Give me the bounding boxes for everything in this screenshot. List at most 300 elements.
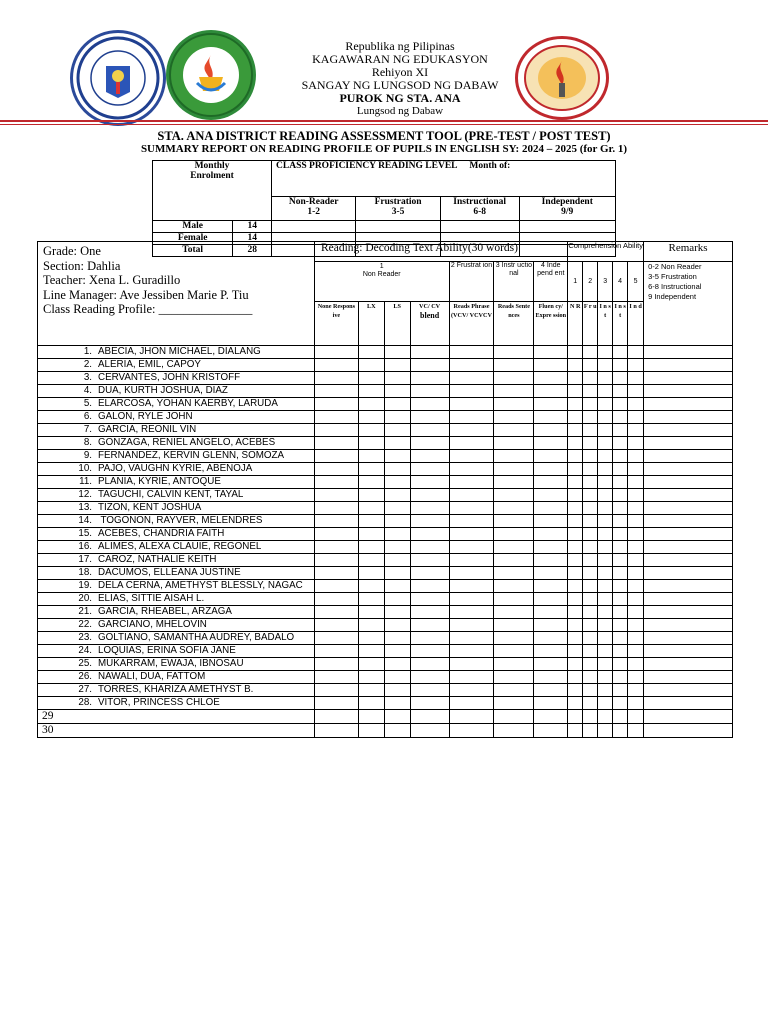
- score-cell[interactable]: [644, 724, 733, 738]
- score-cell[interactable]: [494, 398, 534, 411]
- score-cell[interactable]: [613, 502, 628, 515]
- score-cell[interactable]: [568, 724, 583, 738]
- score-cell[interactable]: [583, 398, 598, 411]
- score-cell[interactable]: [583, 359, 598, 372]
- score-cell[interactable]: [314, 424, 358, 437]
- score-cell[interactable]: [494, 724, 534, 738]
- score-cell[interactable]: [568, 346, 583, 359]
- score-cell[interactable]: [613, 528, 628, 541]
- score-cell[interactable]: [598, 645, 613, 658]
- score-cell[interactable]: [410, 567, 449, 580]
- score-cell[interactable]: [568, 528, 583, 541]
- score-cell[interactable]: [534, 580, 568, 593]
- score-cell[interactable]: [314, 463, 358, 476]
- score-cell[interactable]: [449, 567, 494, 580]
- score-cell[interactable]: [598, 502, 613, 515]
- score-cell[interactable]: [598, 658, 613, 671]
- score-cell[interactable]: [314, 671, 358, 684]
- score-cell[interactable]: [568, 385, 583, 398]
- score-cell[interactable]: [568, 372, 583, 385]
- score-cell[interactable]: [598, 463, 613, 476]
- score-cell[interactable]: [628, 645, 644, 658]
- score-cell[interactable]: [384, 697, 410, 710]
- score-cell[interactable]: [644, 619, 733, 632]
- score-cell[interactable]: [534, 346, 568, 359]
- score-cell[interactable]: [598, 385, 613, 398]
- score-cell[interactable]: [410, 724, 449, 738]
- score-cell[interactable]: [384, 593, 410, 606]
- score-cell[interactable]: [534, 528, 568, 541]
- score-cell[interactable]: [583, 489, 598, 502]
- score-cell[interactable]: [613, 346, 628, 359]
- score-cell[interactable]: [534, 632, 568, 645]
- score-cell[interactable]: [314, 437, 358, 450]
- score-cell[interactable]: [534, 411, 568, 424]
- score-cell[interactable]: [494, 346, 534, 359]
- score-cell[interactable]: [494, 710, 534, 724]
- score-cell[interactable]: [358, 671, 384, 684]
- score-cell[interactable]: [628, 671, 644, 684]
- score-cell[interactable]: [494, 619, 534, 632]
- score-cell[interactable]: [598, 346, 613, 359]
- score-cell[interactable]: [628, 684, 644, 697]
- score-cell[interactable]: [644, 658, 733, 671]
- score-cell[interactable]: [583, 619, 598, 632]
- score-cell[interactable]: [384, 437, 410, 450]
- score-cell[interactable]: [628, 580, 644, 593]
- score-cell[interactable]: [644, 450, 733, 463]
- score-cell[interactable]: [449, 489, 494, 502]
- score-cell[interactable]: [314, 724, 358, 738]
- score-cell[interactable]: [583, 658, 598, 671]
- score-cell[interactable]: [644, 580, 733, 593]
- score-cell[interactable]: [598, 437, 613, 450]
- score-cell[interactable]: [583, 710, 598, 724]
- score-cell[interactable]: [613, 398, 628, 411]
- score-cell[interactable]: [384, 372, 410, 385]
- score-cell[interactable]: [583, 593, 598, 606]
- score-cell[interactable]: [598, 476, 613, 489]
- score-cell[interactable]: [628, 554, 644, 567]
- score-cell[interactable]: [583, 502, 598, 515]
- score-cell[interactable]: [568, 424, 583, 437]
- score-cell[interactable]: [568, 593, 583, 606]
- score-cell[interactable]: [449, 359, 494, 372]
- score-cell[interactable]: [314, 411, 358, 424]
- score-cell[interactable]: [494, 645, 534, 658]
- score-cell[interactable]: [534, 437, 568, 450]
- score-cell[interactable]: [314, 515, 358, 528]
- score-cell[interactable]: [613, 515, 628, 528]
- score-cell[interactable]: [644, 684, 733, 697]
- score-cell[interactable]: [358, 476, 384, 489]
- score-cell[interactable]: [628, 710, 644, 724]
- score-cell[interactable]: [410, 398, 449, 411]
- score-cell[interactable]: [494, 476, 534, 489]
- score-cell[interactable]: [384, 658, 410, 671]
- score-cell[interactable]: [358, 567, 384, 580]
- score-cell[interactable]: [598, 411, 613, 424]
- score-cell[interactable]: [384, 346, 410, 359]
- score-cell[interactable]: [644, 697, 733, 710]
- score-cell[interactable]: [358, 554, 384, 567]
- score-cell[interactable]: [613, 671, 628, 684]
- score-cell[interactable]: [314, 528, 358, 541]
- score-cell[interactable]: [410, 372, 449, 385]
- score-cell[interactable]: [358, 372, 384, 385]
- score-cell[interactable]: [410, 450, 449, 463]
- score-cell[interactable]: [384, 411, 410, 424]
- score-cell[interactable]: [583, 463, 598, 476]
- score-cell[interactable]: [384, 359, 410, 372]
- score-cell[interactable]: [644, 476, 733, 489]
- score-cell[interactable]: [644, 567, 733, 580]
- score-cell[interactable]: [628, 437, 644, 450]
- score-cell[interactable]: [384, 450, 410, 463]
- score-cell[interactable]: [384, 515, 410, 528]
- score-cell[interactable]: [644, 398, 733, 411]
- score-cell[interactable]: [494, 554, 534, 567]
- score-cell[interactable]: [644, 710, 733, 724]
- score-cell[interactable]: [613, 489, 628, 502]
- score-cell[interactable]: [494, 658, 534, 671]
- score-cell[interactable]: [410, 437, 449, 450]
- score-cell[interactable]: [613, 710, 628, 724]
- score-cell[interactable]: [358, 398, 384, 411]
- score-cell[interactable]: [534, 476, 568, 489]
- score-cell[interactable]: [568, 697, 583, 710]
- score-cell[interactable]: [358, 606, 384, 619]
- score-cell[interactable]: [449, 528, 494, 541]
- score-cell[interactable]: [449, 476, 494, 489]
- score-cell[interactable]: [494, 606, 534, 619]
- score-cell[interactable]: [583, 567, 598, 580]
- score-cell[interactable]: [358, 593, 384, 606]
- score-cell[interactable]: [583, 697, 598, 710]
- score-cell[interactable]: [358, 515, 384, 528]
- score-cell[interactable]: [494, 593, 534, 606]
- score-cell[interactable]: [358, 359, 384, 372]
- score-cell[interactable]: [613, 554, 628, 567]
- score-cell[interactable]: [568, 567, 583, 580]
- score-cell[interactable]: [494, 359, 534, 372]
- score-cell[interactable]: [384, 710, 410, 724]
- score-cell[interactable]: [644, 502, 733, 515]
- score-cell[interactable]: [449, 372, 494, 385]
- score-cell[interactable]: [534, 489, 568, 502]
- score-cell[interactable]: [410, 606, 449, 619]
- score-cell[interactable]: [613, 567, 628, 580]
- score-cell[interactable]: [628, 593, 644, 606]
- score-cell[interactable]: [494, 541, 534, 554]
- score-cell[interactable]: [410, 528, 449, 541]
- score-cell[interactable]: [314, 580, 358, 593]
- score-cell[interactable]: [613, 463, 628, 476]
- score-cell[interactable]: [358, 385, 384, 398]
- score-cell[interactable]: [358, 710, 384, 724]
- score-cell[interactable]: [644, 411, 733, 424]
- score-cell[interactable]: [449, 450, 494, 463]
- score-cell[interactable]: [494, 437, 534, 450]
- score-cell[interactable]: [314, 385, 358, 398]
- score-cell[interactable]: [568, 619, 583, 632]
- score-cell[interactable]: [583, 580, 598, 593]
- score-cell[interactable]: [583, 671, 598, 684]
- score-cell[interactable]: [358, 424, 384, 437]
- score-cell[interactable]: [598, 359, 613, 372]
- score-cell[interactable]: [358, 697, 384, 710]
- score-cell[interactable]: [384, 385, 410, 398]
- score-cell[interactable]: [314, 450, 358, 463]
- score-cell[interactable]: [583, 515, 598, 528]
- score-cell[interactable]: [534, 359, 568, 372]
- score-cell[interactable]: [534, 567, 568, 580]
- score-cell[interactable]: [598, 567, 613, 580]
- score-cell[interactable]: [583, 385, 598, 398]
- score-cell[interactable]: [628, 398, 644, 411]
- score-cell[interactable]: [449, 658, 494, 671]
- score-cell[interactable]: [534, 385, 568, 398]
- score-cell[interactable]: [449, 398, 494, 411]
- score-cell[interactable]: [644, 437, 733, 450]
- score-cell[interactable]: [449, 424, 494, 437]
- score-cell[interactable]: [384, 476, 410, 489]
- score-cell[interactable]: [449, 684, 494, 697]
- score-cell[interactable]: [494, 515, 534, 528]
- score-cell[interactable]: [568, 502, 583, 515]
- score-cell[interactable]: [314, 398, 358, 411]
- score-cell[interactable]: [534, 593, 568, 606]
- score-cell[interactable]: [644, 346, 733, 359]
- score-cell[interactable]: [494, 528, 534, 541]
- score-cell[interactable]: [384, 567, 410, 580]
- score-cell[interactable]: [628, 411, 644, 424]
- score-cell[interactable]: [628, 541, 644, 554]
- score-cell[interactable]: [449, 346, 494, 359]
- score-cell[interactable]: [613, 580, 628, 593]
- score-cell[interactable]: [583, 606, 598, 619]
- score-cell[interactable]: [583, 541, 598, 554]
- score-cell[interactable]: [449, 619, 494, 632]
- score-cell[interactable]: [314, 476, 358, 489]
- score-cell[interactable]: [534, 724, 568, 738]
- score-cell[interactable]: [358, 346, 384, 359]
- score-cell[interactable]: [358, 658, 384, 671]
- score-cell[interactable]: [613, 724, 628, 738]
- score-cell[interactable]: [358, 619, 384, 632]
- score-cell[interactable]: [410, 359, 449, 372]
- score-cell[interactable]: [410, 632, 449, 645]
- score-cell[interactable]: [613, 606, 628, 619]
- score-cell[interactable]: [628, 385, 644, 398]
- score-cell[interactable]: [628, 476, 644, 489]
- score-cell[interactable]: [410, 658, 449, 671]
- score-cell[interactable]: [358, 411, 384, 424]
- score-cell[interactable]: [534, 671, 568, 684]
- score-cell[interactable]: [449, 671, 494, 684]
- score-cell[interactable]: [410, 515, 449, 528]
- score-cell[interactable]: [598, 398, 613, 411]
- score-cell[interactable]: [644, 606, 733, 619]
- score-cell[interactable]: [314, 502, 358, 515]
- score-cell[interactable]: [410, 541, 449, 554]
- score-cell[interactable]: [314, 593, 358, 606]
- score-cell[interactable]: [384, 489, 410, 502]
- score-cell[interactable]: [494, 424, 534, 437]
- score-cell[interactable]: [410, 385, 449, 398]
- score-cell[interactable]: [384, 502, 410, 515]
- score-cell[interactable]: [613, 541, 628, 554]
- score-cell[interactable]: [314, 346, 358, 359]
- score-cell[interactable]: [449, 724, 494, 738]
- score-cell[interactable]: [410, 593, 449, 606]
- score-cell[interactable]: [613, 645, 628, 658]
- score-cell[interactable]: [358, 489, 384, 502]
- score-cell[interactable]: [598, 424, 613, 437]
- score-cell[interactable]: [583, 528, 598, 541]
- score-cell[interactable]: [644, 463, 733, 476]
- score-cell[interactable]: [628, 502, 644, 515]
- score-cell[interactable]: [568, 437, 583, 450]
- score-cell[interactable]: [449, 645, 494, 658]
- score-cell[interactable]: [314, 372, 358, 385]
- score-cell[interactable]: [628, 463, 644, 476]
- score-cell[interactable]: [568, 580, 583, 593]
- score-cell[interactable]: [583, 411, 598, 424]
- score-cell[interactable]: [449, 710, 494, 724]
- score-cell[interactable]: [410, 645, 449, 658]
- score-cell[interactable]: [644, 424, 733, 437]
- score-cell[interactable]: [494, 372, 534, 385]
- score-cell[interactable]: [384, 554, 410, 567]
- score-cell[interactable]: [314, 645, 358, 658]
- score-cell[interactable]: [598, 372, 613, 385]
- score-cell[interactable]: [613, 632, 628, 645]
- score-cell[interactable]: [598, 619, 613, 632]
- score-cell[interactable]: [568, 710, 583, 724]
- score-cell[interactable]: [583, 424, 598, 437]
- score-cell[interactable]: [314, 567, 358, 580]
- score-cell[interactable]: [644, 593, 733, 606]
- score-cell[interactable]: [583, 554, 598, 567]
- score-cell[interactable]: [583, 724, 598, 738]
- score-cell[interactable]: [568, 645, 583, 658]
- score-cell[interactable]: [384, 645, 410, 658]
- score-cell[interactable]: [534, 424, 568, 437]
- score-cell[interactable]: [534, 606, 568, 619]
- score-cell[interactable]: [534, 619, 568, 632]
- score-cell[interactable]: [628, 372, 644, 385]
- score-cell[interactable]: [449, 632, 494, 645]
- score-cell[interactable]: [494, 580, 534, 593]
- score-cell[interactable]: [568, 398, 583, 411]
- score-cell[interactable]: [534, 515, 568, 528]
- score-cell[interactable]: [598, 593, 613, 606]
- score-cell[interactable]: [644, 515, 733, 528]
- score-cell[interactable]: [314, 541, 358, 554]
- score-cell[interactable]: [494, 502, 534, 515]
- score-cell[interactable]: [410, 684, 449, 697]
- score-cell[interactable]: [598, 606, 613, 619]
- score-cell[interactable]: [449, 606, 494, 619]
- score-cell[interactable]: [494, 697, 534, 710]
- score-cell[interactable]: [613, 697, 628, 710]
- score-cell[interactable]: [494, 385, 534, 398]
- score-cell[interactable]: [534, 541, 568, 554]
- score-cell[interactable]: [494, 463, 534, 476]
- score-cell[interactable]: [410, 580, 449, 593]
- score-cell[interactable]: [583, 645, 598, 658]
- score-cell[interactable]: [628, 528, 644, 541]
- score-cell[interactable]: [494, 489, 534, 502]
- score-cell[interactable]: [384, 606, 410, 619]
- score-cell[interactable]: [449, 385, 494, 398]
- score-cell[interactable]: [644, 645, 733, 658]
- score-cell[interactable]: [568, 658, 583, 671]
- score-cell[interactable]: [384, 463, 410, 476]
- score-cell[interactable]: [358, 502, 384, 515]
- score-cell[interactable]: [598, 697, 613, 710]
- score-cell[interactable]: [449, 515, 494, 528]
- score-cell[interactable]: [613, 424, 628, 437]
- score-cell[interactable]: [598, 489, 613, 502]
- score-cell[interactable]: [568, 684, 583, 697]
- score-cell[interactable]: [534, 684, 568, 697]
- score-cell[interactable]: [583, 632, 598, 645]
- score-cell[interactable]: [628, 424, 644, 437]
- score-cell[interactable]: [568, 606, 583, 619]
- score-cell[interactable]: [644, 632, 733, 645]
- score-cell[interactable]: [644, 528, 733, 541]
- score-cell[interactable]: [644, 671, 733, 684]
- score-cell[interactable]: [644, 385, 733, 398]
- score-cell[interactable]: [598, 450, 613, 463]
- score-cell[interactable]: [568, 489, 583, 502]
- score-cell[interactable]: [583, 476, 598, 489]
- score-cell[interactable]: [384, 424, 410, 437]
- score-cell[interactable]: [644, 372, 733, 385]
- score-cell[interactable]: [449, 593, 494, 606]
- score-cell[interactable]: [644, 541, 733, 554]
- score-cell[interactable]: [534, 645, 568, 658]
- score-cell[interactable]: [494, 684, 534, 697]
- score-cell[interactable]: [358, 450, 384, 463]
- score-cell[interactable]: [568, 463, 583, 476]
- score-cell[interactable]: [314, 658, 358, 671]
- score-cell[interactable]: [534, 697, 568, 710]
- score-cell[interactable]: [583, 450, 598, 463]
- score-cell[interactable]: [568, 632, 583, 645]
- score-cell[interactable]: [598, 684, 613, 697]
- score-cell[interactable]: [494, 567, 534, 580]
- score-cell[interactable]: [598, 528, 613, 541]
- score-cell[interactable]: [358, 684, 384, 697]
- score-cell[interactable]: [410, 411, 449, 424]
- score-cell[interactable]: [410, 671, 449, 684]
- score-cell[interactable]: [598, 541, 613, 554]
- score-cell[interactable]: [568, 515, 583, 528]
- score-cell[interactable]: [358, 437, 384, 450]
- score-cell[interactable]: [534, 658, 568, 671]
- score-cell[interactable]: [613, 411, 628, 424]
- score-cell[interactable]: [534, 502, 568, 515]
- score-cell[interactable]: [613, 593, 628, 606]
- score-cell[interactable]: [628, 346, 644, 359]
- score-cell[interactable]: [598, 554, 613, 567]
- score-cell[interactable]: [628, 632, 644, 645]
- score-cell[interactable]: [314, 489, 358, 502]
- score-cell[interactable]: [384, 724, 410, 738]
